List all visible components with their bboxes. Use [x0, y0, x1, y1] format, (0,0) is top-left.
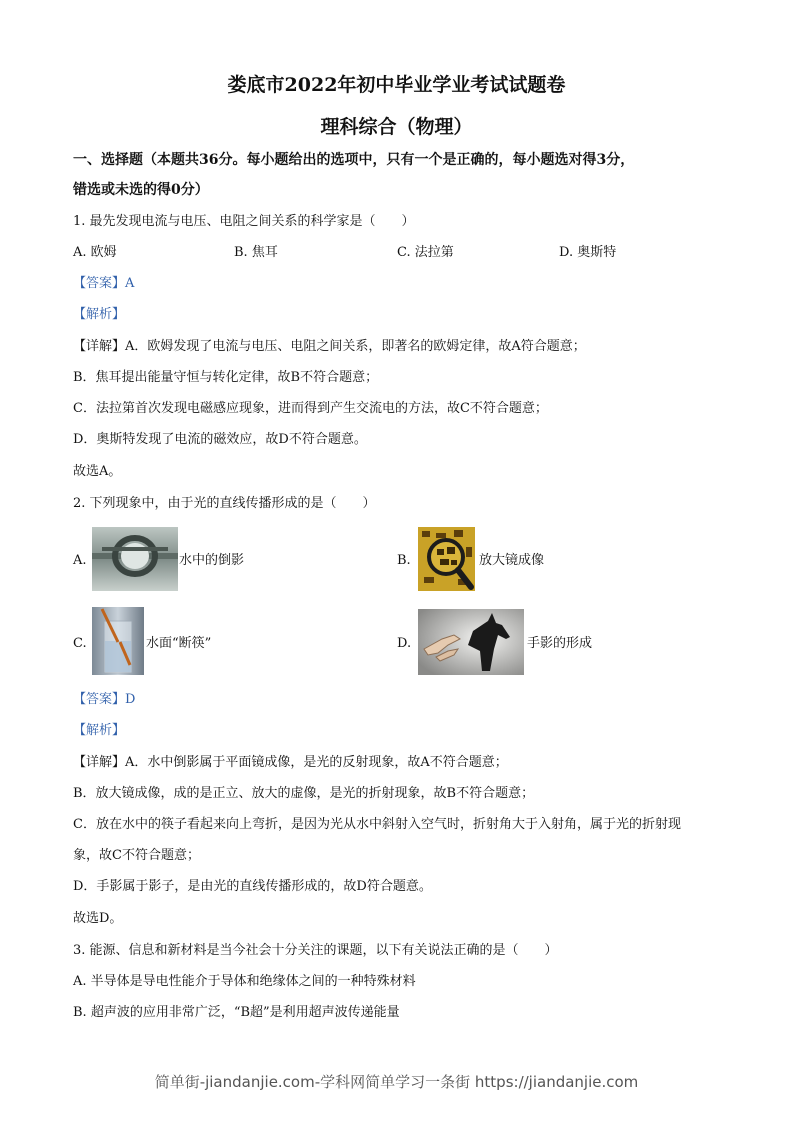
q1-detail-line: C．法拉第首次发现电磁感应现象，进而得到产生交流电的方法，故C不符合题意；: [73, 401, 548, 416]
footer-watermark: 简单街-jiandanjie.com-学科网简单学习一条街 https://jiandanjie.com: [154, 1073, 639, 1091]
q1-detail-line: 【详解】A．欧姆发现了电流与电压、电阻之间关系，即著名的欧姆定律，故A符合题意；: [73, 339, 586, 354]
q2-option-b-text: 放大镜成像: [479, 553, 545, 568]
q1-detail-line: D．奥斯特发现了电流的磁效应，故D不符合题意。: [73, 432, 367, 447]
chopstick-glass-image: [92, 607, 144, 675]
q2-answer: 【答案】D: [73, 692, 136, 707]
section-heading-line1: 一、选择题（本题共36分。每小题给出的选项中，只有一个是正确的，每小题选对得3分，: [73, 152, 635, 168]
reflection-image: [92, 527, 178, 591]
q2-detail-line: 故选D。: [73, 911, 123, 926]
q3-option-b: B. 超声波的应用非常广泛，“B超”是利用超声波传递能量: [73, 1005, 400, 1020]
q2-option-d-text: 手影的形成: [527, 636, 593, 651]
q2-option-d-letter: D.: [397, 636, 412, 651]
q2-analysis-label: 【解析】: [73, 723, 126, 738]
q2-stem: 2. 下列现象中，由于光的直线传播形成的是（ ）: [73, 496, 376, 511]
page-subtitle: 理科综合（物理）: [320, 116, 473, 138]
q1-option-d: D. 奥斯特: [559, 245, 617, 260]
q3-stem: 3. 能源、信息和新材料是当今社会十分关注的课题，以下有关说法正确的是（ ）: [73, 943, 558, 958]
q2-detail-line: C．放在水中的筷子看起来向上弯折，是因为光从水中斜射入空气时，折射角大于入射角，属于光的折射现: [73, 817, 681, 832]
q1-analysis-label: 【解析】: [73, 307, 126, 322]
q1-answer: 【答案】A: [73, 276, 135, 291]
q2-detail-line: B．放大镜成像，成的是正立、放大的虚像，是光的折射现象，故B不符合题意；: [73, 786, 535, 801]
section-heading-line2: 错选或未选的得0分）: [73, 182, 209, 198]
q1-detail-line: 故选A。: [73, 464, 122, 479]
magnifier-image: [418, 527, 475, 591]
q1-stem: 1. 最先发现电流与电压、电阻之间关系的科学家是（ ）: [73, 214, 415, 229]
q2-detail-line: D．手影属于影子，是由光的直线传播形成的，故D符合题意。: [73, 879, 432, 894]
q2-detail-line: 【详解】A．水中倒影属于平面镜成像，是光的反射现象，故A不符合题意；: [73, 755, 508, 770]
q2-detail-line: 象，故C不符合题意；: [73, 848, 200, 863]
q2-option-b-letter: B.: [397, 553, 411, 568]
hand-shadow-image: [418, 609, 524, 675]
q2-option-a-letter: A.: [73, 553, 87, 568]
page-title: 娄底市2022年初中毕业学业考试试题卷: [227, 74, 566, 96]
q1-option-a: A. 欧姆: [73, 245, 117, 260]
q1-option-b: B. 焦耳: [234, 245, 278, 260]
q2-option-c-letter: C.: [73, 636, 87, 651]
q2-option-c-text: 水面“断筷”: [146, 636, 212, 651]
q3-option-a: A. 半导体是导电性能介于导体和绝缘体之间的一种特殊材料: [73, 974, 416, 989]
q2-option-a-text: 水中的倒影: [179, 553, 245, 568]
q1-option-c: C. 法拉第: [397, 245, 454, 260]
q1-detail-line: B．焦耳提出能量守恒与转化定律，故B不符合题意；: [73, 370, 379, 385]
